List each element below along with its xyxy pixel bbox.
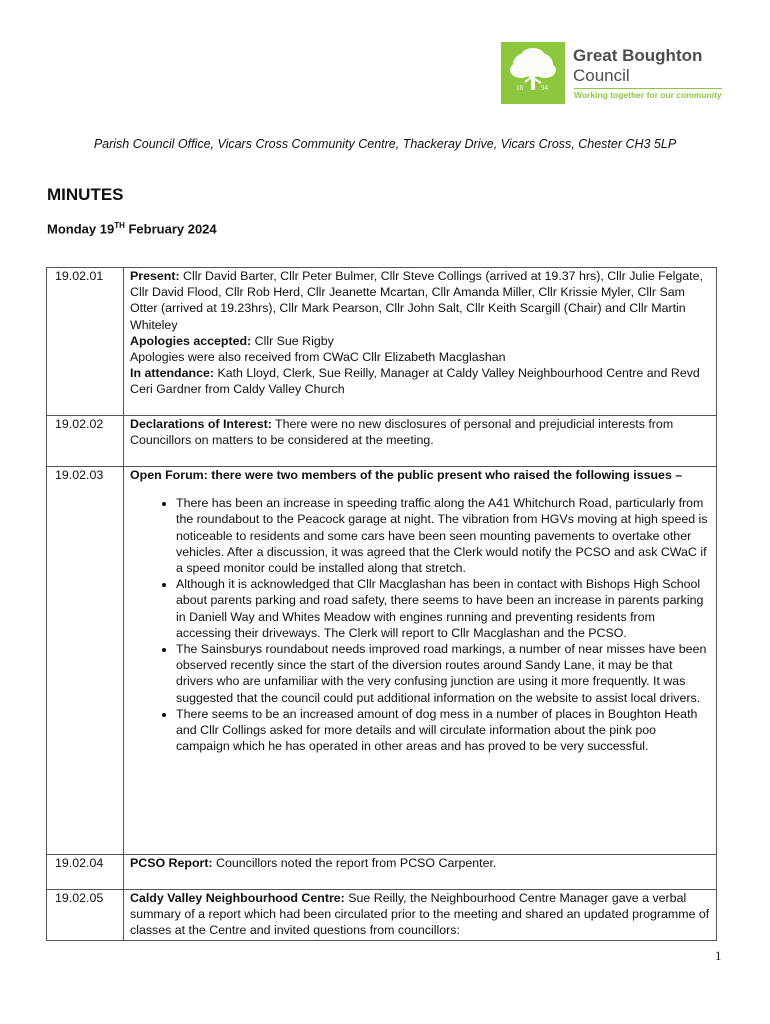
item-content <box>124 416 717 467</box>
item-number: 19.02.04 <box>47 855 124 890</box>
table-row <box>47 268 717 416</box>
caldy-label: Caldy Valley Neighbourhood Centre: <box>130 891 345 905</box>
logo-name-line2: Council <box>573 66 630 85</box>
present-text: Cllr David Barter, Cllr Peter Bulmer, Cllr Steve Collings (arrived at 19.37 hrs), Cllr Julie Felgate, Cllr David Flood, Cllr Rob Herd, Cllr Jeanette Mcartan, Cllr Amanda Miller, Cllr Krissie Myler, Cllr Sam Otter (arrived at 19.23hrs), Cllr Mark Pearson, Cllr John Salt, Cllr Keith Scargill (Chair) and Cllr Martin Whiteley <box>130 269 703 332</box>
logo-divider <box>574 88 722 89</box>
item-number: 19.02.05 <box>47 890 124 941</box>
apologies-extra: Apologies were also received from CWaC Cllr Elizabeth Macglashan <box>130 350 506 365</box>
pcso-label: PCSO Report: <box>130 856 213 870</box>
attendance-text: Kath Lloyd, Clerk, Sue Reilly, Manager at Caldy Valley Neighbourhood Centre and Revd Ceri Gardner from Caldy Valley Church <box>130 366 700 397</box>
logo-year-left: 18 <box>516 84 523 92</box>
item-number: 19.02.02 <box>47 416 124 467</box>
tree-icon <box>501 42 565 104</box>
list-item: • Although it is acknowledged that Cllr Macglashan has been in contact with Bishops High School about parents parking and road safety, there seems to have been an increase in parents parking in Daniell Way and Whites Meadow with engines running and preventing residents from accessing their driveways. The Clerk will report to Cllr Macglashan and the PCSO. <box>176 576 710 641</box>
open-forum-list <box>130 495 710 754</box>
council-logo <box>501 42 727 106</box>
item-content <box>124 855 717 890</box>
logo-name-line1: Great Boughton <box>573 46 703 65</box>
attendance-line <box>130 365 710 397</box>
meeting-date <box>47 221 217 236</box>
date-rest: February 2024 <box>124 221 217 237</box>
declarations-text: There were no new disclosures of personal and prejudicial interests from Councillors on matters to be considered at the meeting. <box>130 417 674 448</box>
apologies-text: Cllr Sue Rigby <box>251 333 334 348</box>
attendance-label: In attendance: <box>130 366 214 381</box>
apologies-line <box>130 333 710 349</box>
apologies-label: Apologies accepted: <box>130 333 252 348</box>
caldy-text: Sue Reilly, the Neighbourhood Centre Manager gave a verbal summary of a report which had been circulated prior to the meeting and shared an updated programme of classes at the Centre and invited questions from councillors: <box>130 891 710 938</box>
table-row <box>47 855 717 890</box>
present-label: Present: <box>130 269 180 283</box>
page-title: MINUTES <box>47 185 124 204</box>
list-item: • The Sainsburys roundabout needs improved road markings, a number of near misses have been observed recently since the start of the diversion routes around Sandy Lane, it may be that drivers who are unfamiliar with the very confusing junction are using it more frequently. It was suggested that the council could put additional information on the website to assist local drivers. <box>176 641 710 706</box>
logo-tagline: Working together for our community <box>574 90 722 100</box>
logo-year-right: 94 <box>541 84 548 92</box>
list-item: • There seems to be an increased amount of dog mess in a number of places in Boughton Heath and Cllr Collings asked for more details and will circulate information about the pink poo campaign which he has operated in other areas and has proved to be very successful. <box>176 706 710 755</box>
item-number: 19.02.01 <box>47 268 124 416</box>
date-suffix: TH <box>114 221 125 230</box>
page-number: 1 <box>715 948 722 963</box>
pcso-text: Councillors noted the report from PCSO Carpenter. <box>212 856 497 870</box>
table-row <box>47 416 717 467</box>
table-row <box>47 890 717 941</box>
table-row <box>47 467 717 855</box>
item-content <box>124 268 717 416</box>
date-prefix: Monday 19 <box>47 221 115 237</box>
minutes-table <box>46 267 717 941</box>
item-content <box>124 467 717 855</box>
declarations-label: Declarations of Interest: <box>130 417 272 431</box>
item-content <box>124 890 717 941</box>
office-address: Parish Council Office, Vicars Cross Community Centre, Thackeray Drive, Vicars Cross, Chester CH3 5LP <box>93 137 677 151</box>
item-number: 19.02.03 <box>47 467 124 855</box>
list-item: • There has been an increase in speeding traffic along the A41 Whitchurch Road, particularly from the roundabout to the Peacock garage at night. The vibration from HGVs moving at high speed is noticeable to residents and some cars have been seen mounting pavements to overtake other vehicles. After a discussion, it was agreed that the Clerk would notify the PCSO and ask CWaC if a speed monitor could be installed along that stretch. <box>176 495 710 576</box>
open-forum-heading: Open Forum: there were two members of the public present who raised the following issues – <box>130 468 683 482</box>
